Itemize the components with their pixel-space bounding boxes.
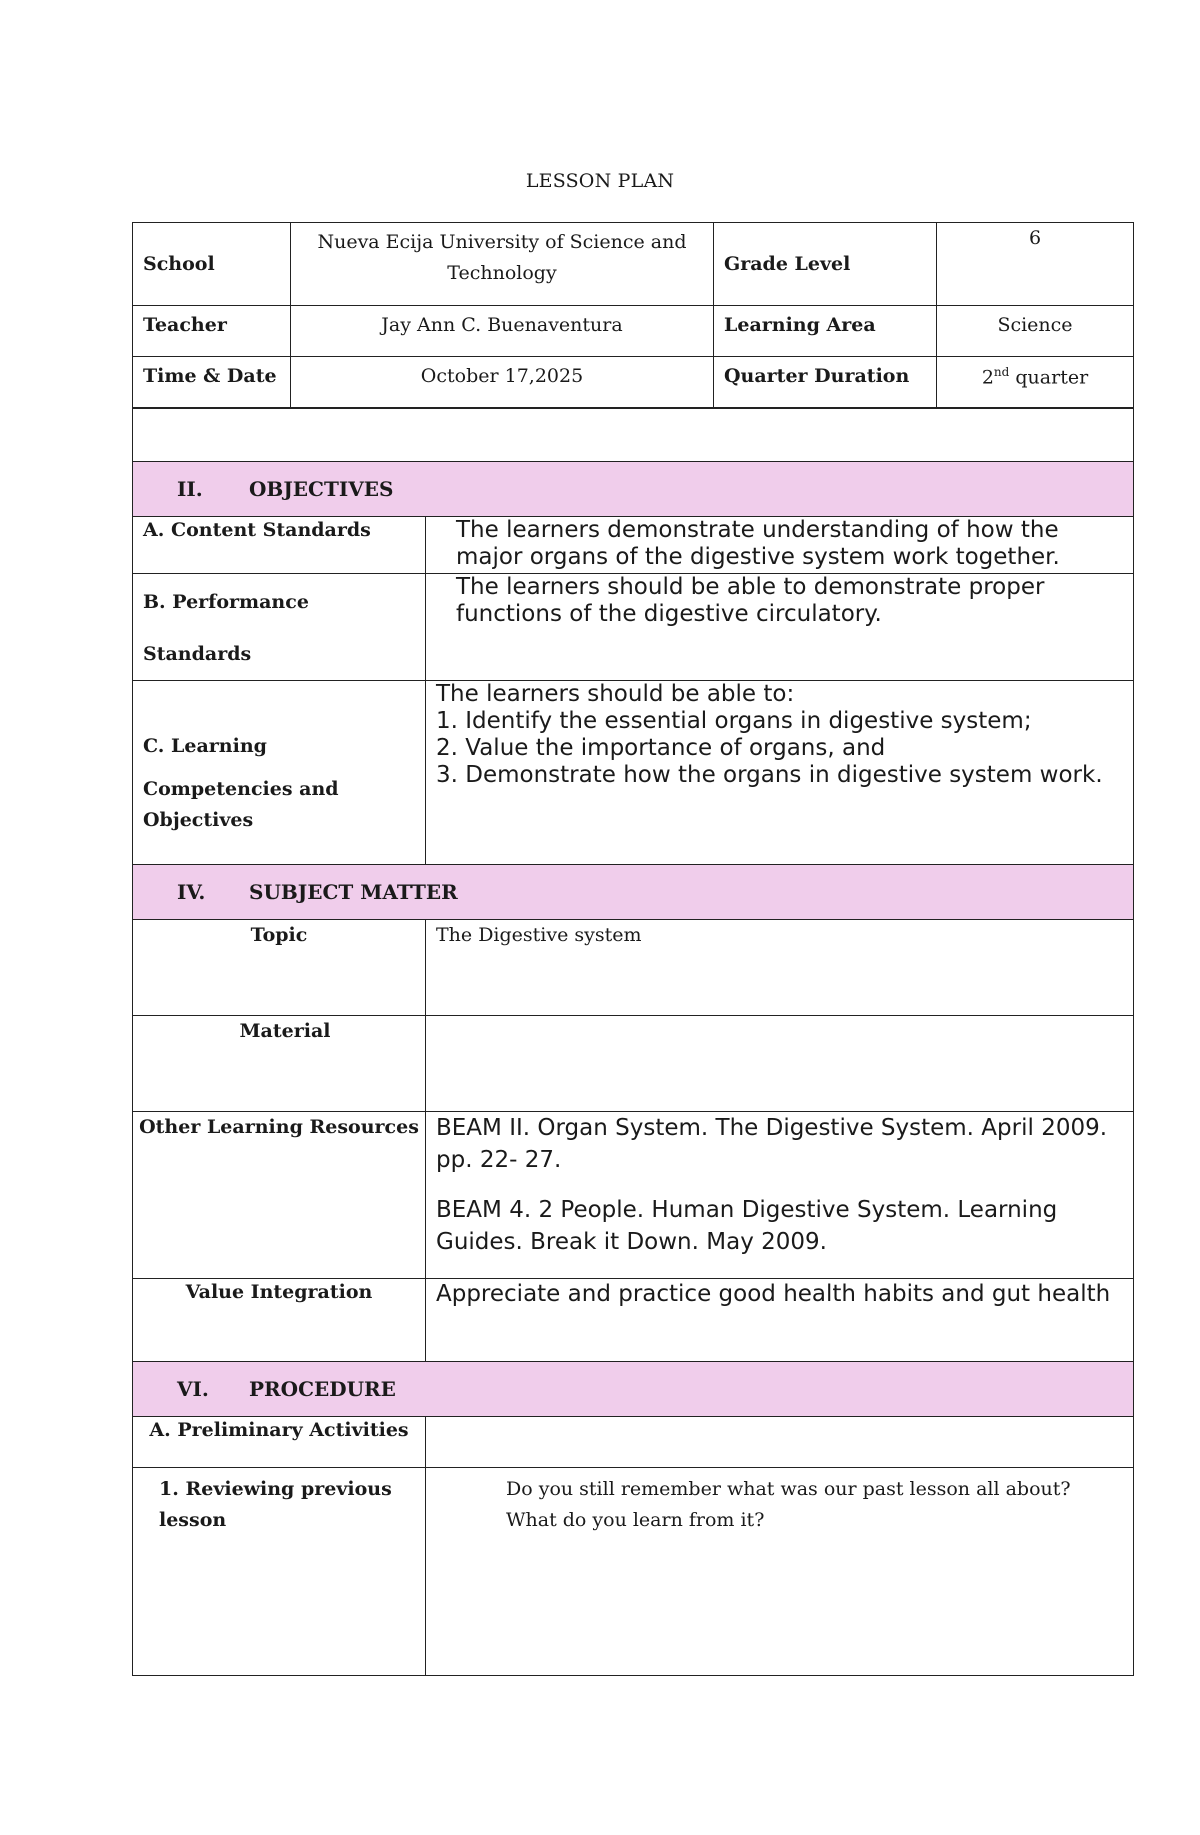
page-title: LESSON PLAN	[525, 170, 675, 192]
resource-item: BEAM II. Organ System. The Digestive System. April 2009. pp. 22- 27.	[436, 1115, 1108, 1173]
grade-value: 6	[937, 223, 1134, 306]
area-label: Learning Area	[714, 306, 937, 357]
competency-item: 3. Demonstrate how the organs in digestive system work.	[436, 762, 1103, 788]
area-value: Science	[937, 306, 1134, 357]
preliminary-value	[426, 1417, 1134, 1468]
competency-item: 1. Identify the essential organs in digestive system;	[436, 708, 1032, 734]
material-label: Material	[133, 1016, 426, 1112]
material-value	[426, 1016, 1134, 1112]
grade-label: Grade Level	[714, 223, 937, 306]
school-value: Nueva Ecija University of Science and Technology	[291, 223, 714, 306]
review-label: 1. Reviewing previous lesson	[133, 1468, 426, 1676]
teacher-value: Jay Ann C. Buenaventura	[291, 306, 714, 357]
performance-standards-value: The learners should be able to demonstrate proper functions of the digestive circulatory.	[426, 574, 1134, 681]
blank-row	[133, 409, 1134, 462]
subject-matter-header: IV. SUBJECT MATTER	[133, 865, 1134, 920]
value-integration-label: Value Integration	[133, 1279, 426, 1362]
time-value: October 17,2025	[291, 357, 714, 408]
preliminary-label: A. Preliminary Activities	[133, 1417, 426, 1468]
value-integration-value: Appreciate and practice good health habits and gut health	[426, 1279, 1134, 1362]
quarter-label: Quarter Duration	[714, 357, 937, 408]
competencies-label: C. Learning Competencies and Objectives	[133, 681, 426, 865]
resource-item: BEAM 4. 2 People. Human Digestive System. Learning Guides. Break it Down. May 2009.	[436, 1197, 1058, 1255]
content-standards-value: The learners demonstrate understanding of how the major organs of the digestive system work together.	[426, 517, 1134, 574]
lesson-table	[132, 408, 1134, 1676]
teacher-label: Teacher	[133, 306, 291, 357]
topic-value: The Digestive system	[426, 920, 1134, 1016]
time-label: Time & Date	[133, 357, 291, 408]
review-line: What do you learn from it?	[506, 1509, 765, 1531]
performance-standards-label: B. Performance Standards	[133, 574, 426, 681]
info-table	[132, 222, 1134, 408]
review-line: Do you still remember what was our past lesson all about?	[506, 1478, 1071, 1500]
content-standards-label: A. Content Standards	[133, 517, 426, 574]
procedure-header: VI. PROCEDURE	[133, 1362, 1134, 1417]
topic-label: Topic	[133, 920, 426, 1016]
quarter-value: 2nd quarter	[937, 357, 1134, 408]
school-label: School	[133, 223, 291, 306]
review-value	[426, 1468, 1134, 1676]
resources-value	[426, 1112, 1134, 1279]
competency-item: 2. Value the importance of organs, and	[436, 735, 886, 761]
objectives-header: II. OBJECTIVES	[133, 462, 1134, 517]
competency-intro: The learners should be able to:	[436, 681, 795, 707]
resources-label: Other Learning Resources	[133, 1112, 426, 1279]
competencies-value	[426, 681, 1134, 865]
